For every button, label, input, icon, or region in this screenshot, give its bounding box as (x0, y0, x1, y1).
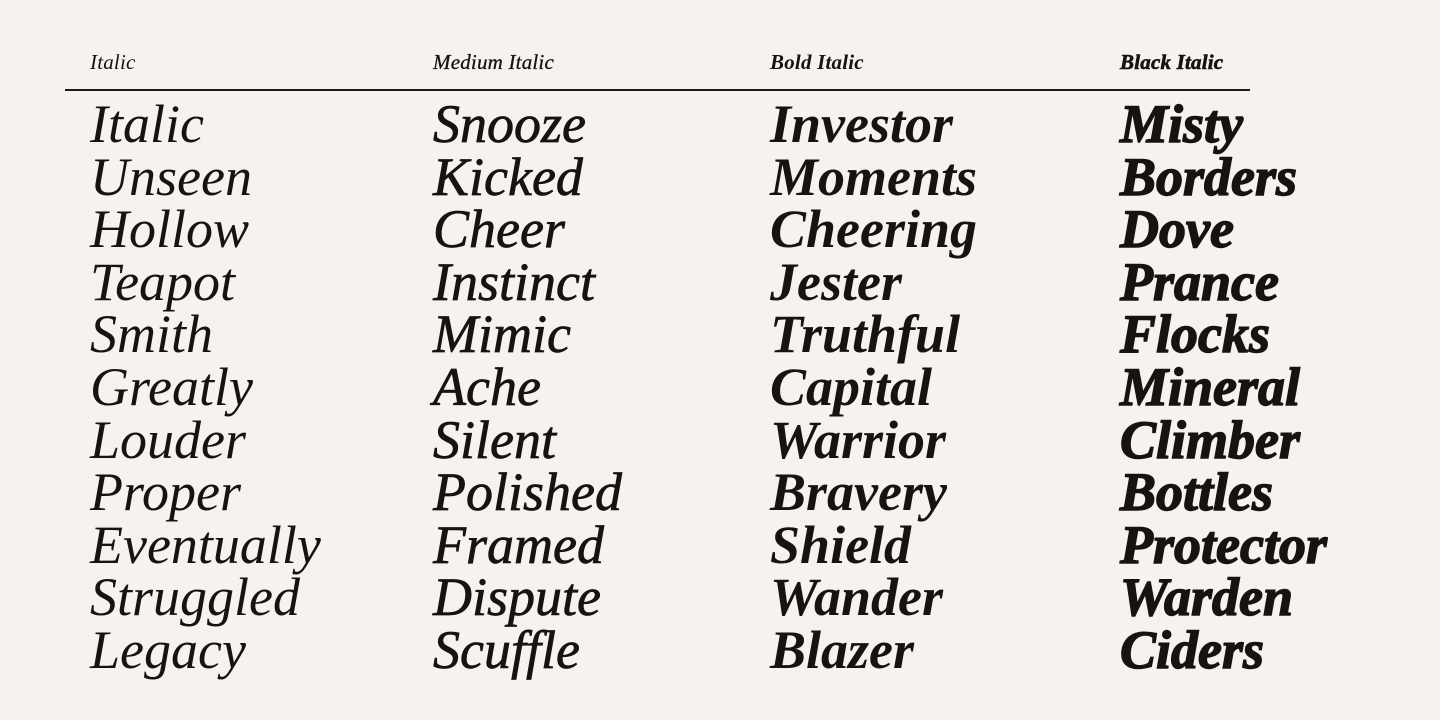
specimen-word: Capital (770, 356, 933, 417)
specimen-word: Legacy (90, 619, 246, 680)
specimen-word: Borders (1120, 146, 1298, 207)
specimen-word: Mimic (433, 304, 571, 365)
specimen-word: Struggled (90, 567, 300, 628)
specimen-word: Truthful (770, 304, 961, 365)
specimen-word: Scuffle (433, 619, 580, 680)
specimen-word: Ache (433, 356, 541, 417)
specimen-word: Bravery (770, 462, 947, 523)
header-divider-rule (65, 89, 1250, 91)
specimen-word: Instinct (433, 251, 595, 312)
specimen-word: Framed (433, 514, 604, 575)
specimen-word: Louder (90, 409, 247, 470)
specimen-word: Warden (1120, 567, 1294, 628)
column-header-medium-italic: Medium Italic (433, 50, 554, 74)
specimen-word: Unseen (90, 146, 252, 207)
column-header-black-italic: Black Italic (1120, 50, 1224, 74)
specimen-word: Greatly (90, 356, 253, 417)
specimen-word: Dispute (433, 567, 601, 628)
specimen-word: Silent (433, 409, 556, 470)
specimen-word: Hollow (90, 199, 250, 260)
word-column-bold-italic (770, 94, 978, 680)
specimen-word: Polished (433, 462, 622, 523)
specimen-word: Jester (770, 251, 902, 312)
specimen-word: Smith (90, 304, 214, 365)
specimen-word: Moments (770, 146, 978, 207)
specimen-word: Shield (770, 514, 912, 575)
specimen-word: Misty (1120, 94, 1244, 154)
column-header-bold-italic: Bold Italic (770, 50, 864, 74)
specimen-word: Italic (90, 94, 204, 154)
specimen-word: Bottles (1120, 462, 1274, 523)
specimen-word: Warrior (770, 409, 947, 470)
specimen-word: Cheer (433, 199, 565, 260)
word-column-black-italic (1120, 94, 1327, 680)
specimen-word: Prance (1120, 251, 1279, 312)
column-header-italic: Italic (90, 50, 136, 74)
specimen-word: Blazer (770, 619, 915, 680)
specimen-word: Investor (770, 94, 954, 154)
word-column-italic (90, 94, 321, 680)
specimen-word: Ciders (1120, 619, 1265, 680)
specimen-word: Proper (90, 462, 241, 523)
specimen-word: Protector (1120, 514, 1327, 575)
specimen-word: Teapot (90, 251, 236, 312)
specimen-word: Cheering (770, 199, 978, 260)
specimen-word: Kicked (433, 146, 583, 207)
specimen-word: Wander (770, 567, 944, 628)
specimen-word: Mineral (1120, 356, 1301, 417)
specimen-word: Eventually (90, 514, 321, 575)
specimen-word: Dove (1120, 199, 1234, 260)
specimen-word: Snooze (433, 94, 586, 154)
word-column-medium-italic (433, 94, 622, 680)
specimen-word: Flocks (1120, 304, 1271, 365)
specimen-word: Climber (1120, 409, 1301, 470)
